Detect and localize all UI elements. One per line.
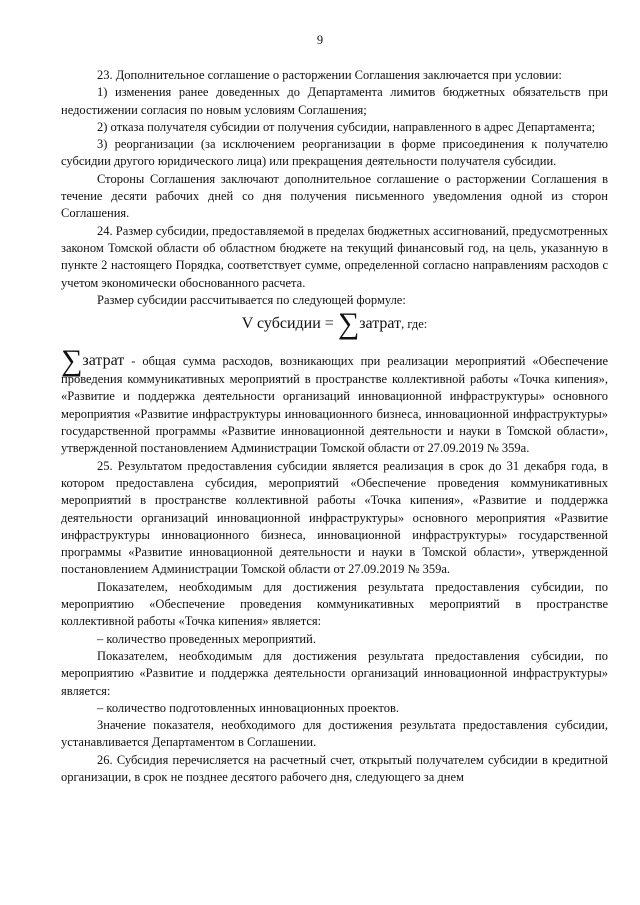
- paragraph-23-parties: Стороны Соглашения заключают дополнительное соглашение о расторжении Соглашения в течение десяти рабочих дней со дня получения письменного уведомления одной из сторон Соглашения.: [61, 171, 608, 221]
- subsidy-formula: [61, 307, 608, 341]
- paragraph-24: 24. Размер субсидии, предоставляемой в пределах бюджетных ассигнований, предусмотренных законом Томской области об областном бюджете на текущий финансовый год, на цель, указанную в пункте 2 настоящего Порядка, соответствует сумме, определенной согласно направлениям расходов с учетом экономически обоснованного расчета.: [61, 223, 608, 290]
- paragraph-23-intro: 23. Дополнительное соглашение о расторжении Соглашения заключается при условии:: [97, 68, 562, 82]
- sigma-term-text: - общая сумма расходов, возникающих при реализации мероприятий «Обеспечение проведения коммуникативных мероприятий в пространстве коллективной работы «Точка кипения», «Развитие и поддержка деятельности организаций инновационной инфраструктуры» основного мероприятия «Развитие инфраструктуры инновационного бизнеса, инновационной инфраструктуры» государственной программы «Развитие инновационной деятельности и науки в Томской области», утвержденной постановлением Администрации Томской области от 27.09.2019 № 359а.: [61, 354, 608, 456]
- paragraph-26: 26. Субсидия перечисляется на расчетный счет, открытый получателем субсидии в кредитной организации, в срок не позднее десятого рабочего дня, следующего за днем: [61, 752, 608, 784]
- document-body: [61, 67, 608, 786]
- paragraph-25-value: Значение показателя, необходимого для достижения результата предоставления субсидии, устанавливается Департаментом в Соглашении.: [61, 718, 608, 750]
- formula-rhs: затрат: [359, 315, 402, 333]
- sigma-term-symbol: [61, 344, 125, 378]
- paragraph-24-formula-intro: Размер субсидии рассчитывается по следующей формуле:: [97, 292, 406, 307]
- paragraph-25-indicator-1: Показателем, необходимым для достижения результата предоставления субсидии, по мероприятию «Обеспечение проведения коммуникативных мероприятий в пространстве коллективной работы «Точка кипения» является:: [61, 579, 608, 629]
- page-number: 9: [316, 33, 324, 47]
- paragraph-25-indicator-1-item: – количество проведенных мероприятий.: [97, 631, 316, 646]
- formula-lhs: V субсидии =: [241, 315, 334, 333]
- paragraph-25-indicator-2: Показателем, необходимым для достижения результата предоставления субсидии, по мероприятию «Развитие и поддержка деятельности организаций инновационной инфраструктуры» является:: [61, 648, 608, 698]
- paragraph-25-indicator-2-item: – количество подготовленных инновационных проектов.: [97, 700, 399, 715]
- paragraph-25: 25. Результатом предоставления субсидии является реализация в срок до 31 декабря года, в котором предоставлена субсидия, мероприятий «Обеспечение проведения коммуникативных мероприятий в пространстве коллективной работы «Точка кипения», «Развитие и поддержка деятельности организаций инновационной инфраструктуры» основного мероприятия «Развитие инфраструктуры инновационного бизнеса, инновационной инфраструктуры» государственной программы «Развитие инновационной деятельности и науки в Томской области», утвержденной постановлением Администрации Томской области от 27.09.2019 № 359а.: [61, 458, 608, 577]
- sum-sigma-icon: ∑: [61, 344, 83, 378]
- formula-suffix: , где:: [401, 317, 428, 332]
- sigma-term-label: затрат: [82, 352, 125, 370]
- paragraph-23-item-2: 2) отказа получателя субсидии от получения субсидии, направленного в адрес Департамента;: [97, 119, 596, 134]
- sigma-term-definition: [61, 343, 608, 457]
- sum-sigma-icon: ∑: [337, 307, 360, 341]
- paragraph-23-item-3: 3) реорганизации (за исключением реорганизации в форме присоединения к получателю субсидии другого юридического лица) или прекращения деятельности получателя субсидии.: [61, 137, 608, 169]
- paragraph-23-item-1: 1) изменения ранее доведенных до Департамента лимитов бюджетных обязательств при недостижении согласия по новым условиям Соглашения;: [61, 85, 608, 117]
